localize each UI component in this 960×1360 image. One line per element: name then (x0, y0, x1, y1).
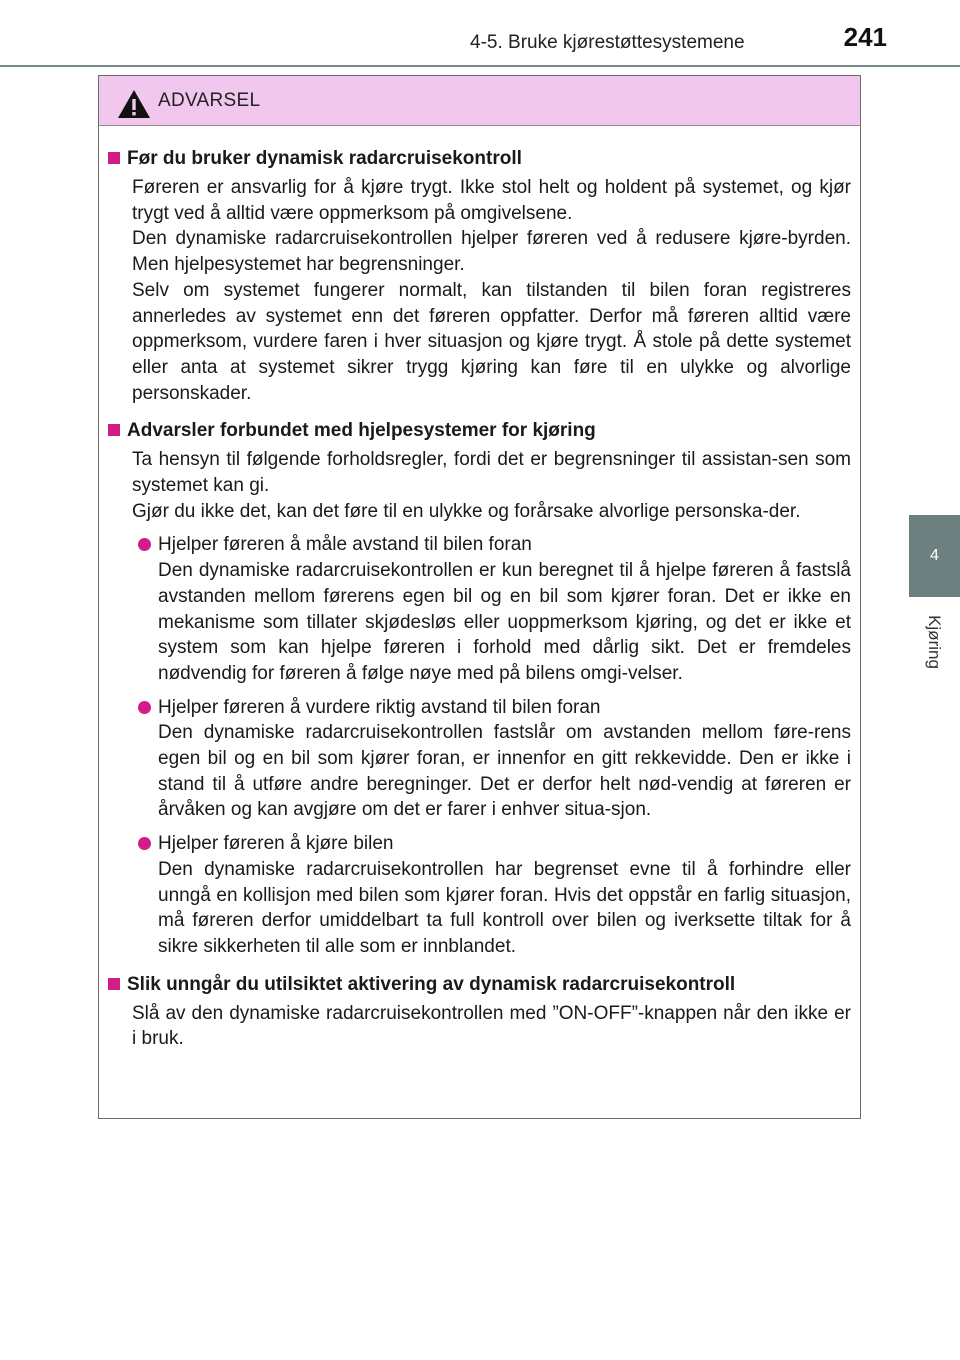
chapter-tab[interactable] (909, 515, 960, 597)
square-bullet-icon (108, 424, 120, 436)
section-avoid-activation (108, 972, 851, 1052)
section-heading (108, 418, 851, 443)
section-heading (108, 146, 851, 171)
paragraph: Ta hensyn til følgende forholdsregler, fordi det er begrensninger til assistan-sen som systemet kan gi. (132, 449, 851, 497)
section-heading (108, 972, 851, 997)
bullet-text: Den dynamiske radarcruisekontrollen har begrenset evne til å forhindre eller unngå en kollisjon med bilen som kjører foran. Hvis det oppstår en farlig situasjon, må føreren derfor umiddelbart ta full kontroll over bilen og iverksette tiltak for å sikre sikkerheten til alle som er innblandet. (158, 858, 851, 957)
paragraph: Den dynamiske radarcruisekontrollen hjelper føreren ved å redusere kjøre-byrden. Men hjelpesystemet har begrensninger. (132, 228, 851, 276)
bullet-text: Den dynamiske radarcruisekontrollen fastslår om avstanden mellom føre-rens egen bil og en bil som kjører foran, er innenfor en gitt rekkevidde. Den er ikke i stand til å utføre andre beregninger. Det er derfor helt nød-vendig at føreren er årvåken og kan avgjøre om det er farer i enhver situa-sjon. (158, 722, 851, 821)
chapter-number: 4 (930, 547, 939, 564)
warning-content (99, 126, 860, 1052)
paragraph: Selv om systemet fungerer normalt, kan tilstanden til bilen foran registreres annerledes av systemet enn det føreren oppfatter. Derfor må føreren alltid være oppmerksom, vurdere faren i hver situasjon og kjøre trygt. Å stole på dette systemet eller anta at systemet sikrer trygg kjøring kan føre til en ulykke og alvorlige personskader. (132, 279, 851, 404)
square-bullet-icon (108, 978, 120, 990)
section-heading-text: Advarsler forbundet med hjelpesystemer for kjøring (127, 420, 596, 442)
bullet-title: Hjelper føreren å vurdere riktig avstand til bilen foran (158, 696, 601, 718)
paragraph: Gjør du ikke det, kan det føre til en ulykke og forårsake alvorlige personska-der. (132, 500, 801, 522)
section-assist-warnings (108, 418, 851, 959)
bullet-title: Hjelper føreren å måle avstand til bilen foran (158, 534, 532, 556)
bullet-item (132, 695, 851, 824)
paragraph: Føreren er ansvarlig for å kjøre trygt. Ikke stol helt og holdent på systemet, og kjør trygt ved å alltid være oppmerksom på omgivelsene. (132, 177, 851, 224)
round-bullet-icon (138, 538, 151, 551)
round-bullet-icon (138, 701, 151, 714)
square-bullet-icon (108, 152, 120, 164)
warning-triangle-icon (117, 89, 151, 119)
section-before-use (108, 146, 851, 406)
paragraph: Slå av den dynamiske radarcruisekontrollen med ”ON-OFF”-knappen når den ikke er i bruk. (132, 1002, 851, 1050)
warning-title: ADVARSEL (158, 90, 261, 111)
bullet-item (132, 532, 851, 686)
bullet-text: Den dynamiske radarcruisekontrollen er kun beregnet til å hjelpe føreren å fastslå avstanden mellom førerens egen bil og en bil som kjører foran. Det er ikke en mekanisme som tillater skjødesløs eller uoppmerksom kjøring, og det er ikke et system som kan hjelpe føreren i forhold med dårlig sikt. Det er fremdeles nødvendig for føreren å følge nøye med på bilens omgi-velser. (158, 560, 851, 684)
section-title: 4-5. Bruke kjørestøttesystemene (470, 32, 745, 53)
section-heading-text: Før du bruker dynamisk radarcruisekontroll (127, 148, 522, 169)
round-bullet-icon (138, 837, 151, 850)
warning-box (98, 75, 861, 1119)
header-rule (0, 65, 960, 67)
section-heading-text: Slik unngår du utilsiktet aktivering av dynamisk radarcruisekontroll (127, 973, 736, 995)
bullet-title: Hjelper føreren å kjøre bilen (158, 833, 394, 855)
chapter-label: Kjøring (925, 615, 944, 669)
warning-header (99, 76, 860, 126)
page-number: 241 (843, 22, 887, 52)
bullet-item (132, 831, 851, 960)
